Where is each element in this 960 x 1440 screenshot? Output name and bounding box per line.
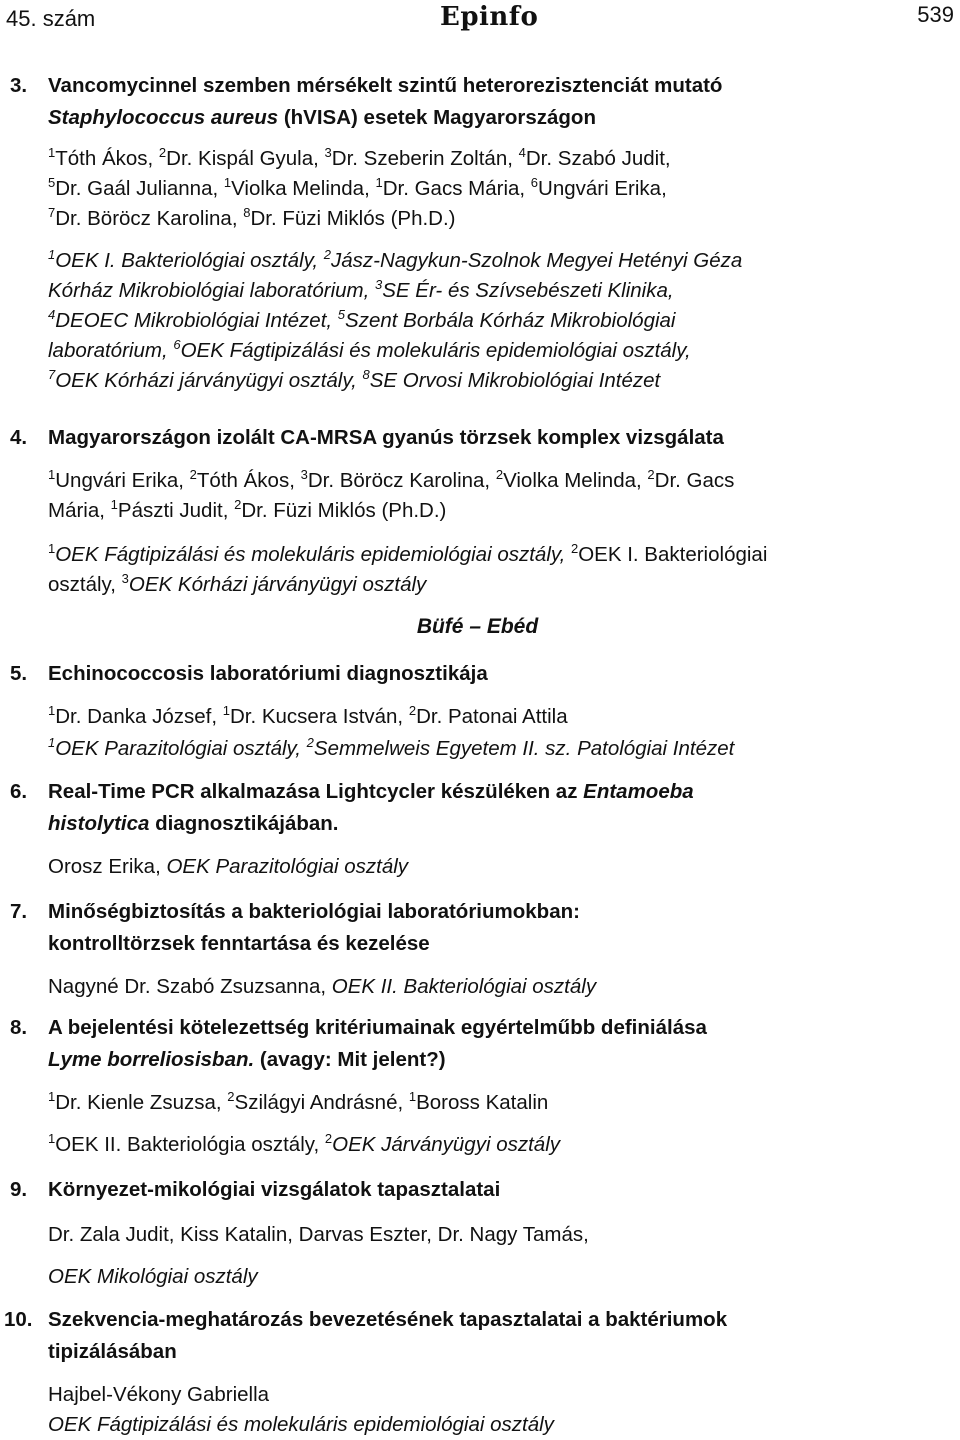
journal-logo: Epinfo <box>440 2 539 32</box>
program-item-6 <box>0 776 955 882</box>
item-title: 8. A bejelentési kötelezettség kritériumainak egyértelműbb definiálása Lyme borreliosisban. (avagy: Mit jelent?) <box>10 1016 707 1071</box>
item-affiliation: OEK Fágtipizálási és molekuláris epidemiológiai osztály <box>48 1413 554 1436</box>
item-title: 3. Vancomycinnel szemben mérsékelt szintű heterorezisztenciát mutató Staphylococcus aureus (hVISA) esetek Magyarországon <box>10 74 723 129</box>
item-affiliations: $^1$OEK Parazitológiai osztály, $^2$Semmelweis Egyetem II. sz. Patológiai Intézet <box>48 735 735 760</box>
program-item-4 <box>0 422 955 600</box>
item-affiliation: OEK Mikológiai osztály <box>48 1265 258 1288</box>
item-author-affiliation: Nagyné Dr. Szabó Zsuzsanna, OEK II. Bakteriológiai osztály <box>48 975 597 998</box>
item-authors: Hajbel-Vékony Gabriella <box>48 1383 270 1406</box>
program-item-10 <box>0 1304 955 1440</box>
item-authors: $^1$Dr. Kienle Zsuzsa, $^2$Szilágyi Andrásné, $^1$Boross Katalin <box>48 1089 549 1114</box>
lunch-break: Büfé – Ebéd <box>416 615 539 638</box>
program-item-5 <box>0 658 955 764</box>
item-affiliations: $^1$OEK II. Bakteriológia osztály, $^2$OEK Járványügyi osztály <box>48 1131 560 1156</box>
program-item-3 <box>0 70 955 396</box>
item-authors: $^1$Ungvári Erika, $^2$Tóth Ákos, $^3$Dr. Böröcz Karolina, $^2$Violka Melinda, $^2$Dr. Gacs Mária, $^1$Pászti Judit, $^2$Dr. Füzi Miklós (Ph.D.) <box>48 467 735 522</box>
item-authors: $^1$Dr. Danka József, $^1$Dr. Kucsera István, $^2$Dr. Patonai Attila <box>48 703 568 728</box>
page-header <box>0 0 960 40</box>
item-title: 7. Minőségbiztosítás a bakteriológiai laboratóriumokban: kontrolltörzsek fenntartása és kezelése <box>10 900 580 955</box>
page-number: 539 <box>917 2 954 27</box>
item-affiliations: $^1$OEK Fágtipizálási és molekuláris epidemiológiai osztály, $^2$OEK I. Bakteriológiai osztály, $^3$OEK Kórházi járványügyi osztály <box>48 541 768 596</box>
item-affiliations: $^1$OEK I. Bakteriológiai osztály, $^2$Jász-Nagykun-Szolnok Megyei Hetényi Géza Kórház Mikrobiológiai laboratórium, $^3$SE Ér- és Szívsebészeti Klinika, $^4$DEOEC Mikrobiológiai Intézet, $^5$Szent Borbála Kórház Mikrobiológiai laboratórium, $^6$OEK Fágtipizálási és molekuláris epidemiológiai osztály, $^7$OEK Kórházi járványügyi osztály, $^8$SE Orvosi Mikrobiológiai Intézet <box>48 247 743 392</box>
item-title: 6. Real-Time PCR alkalmazása Lightcycler készüléken az Entamoeba histolytica diagnosztikájában. <box>10 780 694 835</box>
item-title: 10. Szekvencia-meghatározás bevezetésének tapasztalatai a baktériumok tipizálásában <box>4 1308 728 1363</box>
issue-number: 45. szám <box>6 6 96 31</box>
item-authors: $^1$Tóth Ákos, $^2$Dr. Kispál Gyula, $^3$Dr. Szeberin Zoltán, $^4$Dr. Szabó Judit, $^5$Dr. Gaál Julianna, $^1$Violka Melinda, $^1$Dr. Gacs Mária, $^6$Ungvári Erika, $^7$Dr. Böröcz Karolina, $^8$Dr. Füzi Miklós (Ph.D.) <box>48 145 671 230</box>
item-authors: Dr. Zala Judit, Kiss Katalin, Darvas Eszter, Dr. Nagy Tamás, <box>48 1223 589 1246</box>
item-author-affiliation: Orosz Erika, OEK Parazitológiai osztály <box>48 855 409 878</box>
program-item-8 <box>0 1012 955 1160</box>
item-title: 9. Környezet-mikológiai vizsgálatok tapasztalatai <box>10 1178 501 1201</box>
item-title: 4. Magyarországon izolált CA-MRSA gyanús törzsek komplex vizsgálata <box>10 426 724 449</box>
program-item-9 <box>0 1174 955 1292</box>
item-title: 5. Echinococcosis laboratóriumi diagnosztikája <box>10 662 488 685</box>
program-item-7 <box>0 896 955 1002</box>
